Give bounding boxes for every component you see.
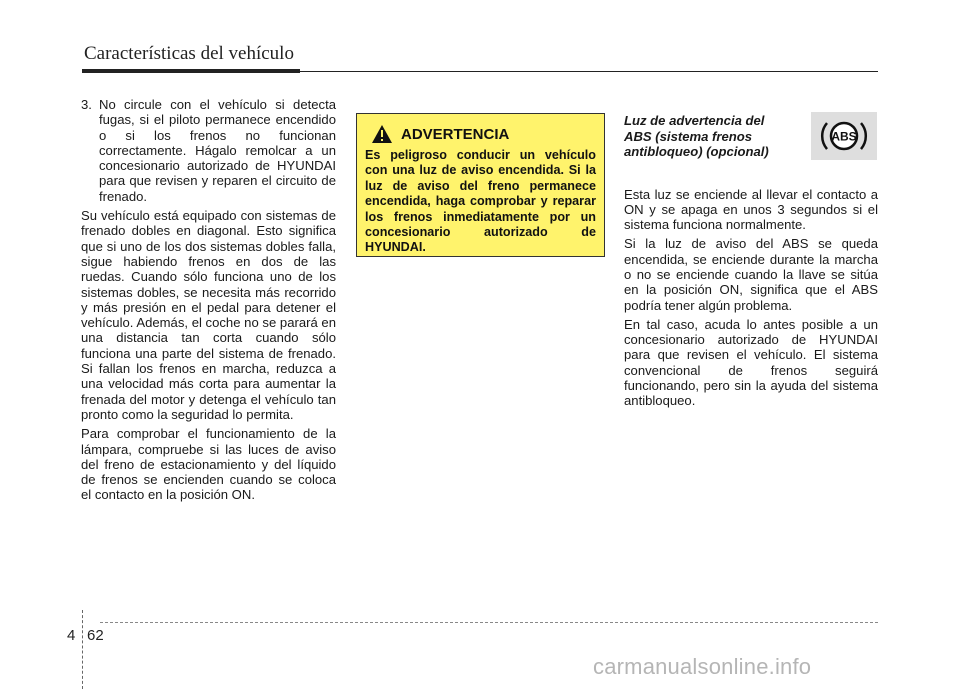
paragraph-abs-on: Esta luz se enciende al llevar el contacto a ON y se apaga en unos 3 segundos si el sistema funciona normalmente. (624, 186, 878, 233)
warning-title: ADVERTENCIA (401, 125, 510, 143)
header-rule (82, 71, 878, 72)
paragraph-abs-problem: Si la luz de aviso del ABS se queda encendida, se enciende durante la marcha o no se enciende cuando la llave se sitúa en la posición ON, significa que el ABS podría tener algún problema. (624, 236, 878, 313)
paragraph-dual-brake: Su vehículo está equipado con sistemas de frenado dobles en diagonal. Esto significa que si uno de los dos sistemas dobles falla, sigue habiendo frenos en dos de las ruedas. Cuando sólo funciona uno de los sistemas dobles, se necesita más recorrido y más presión en el pedal para detener el vehículo. Además, el coche no se parará en una distancia tan corta cuando sólo funciona una parte del sistema de frenado. Si fallan los frenos en marcha, reduzca a una velocidad más corta para aumentar la frenada del motor y detenga el vehículo tan pronto como la seguridad lo permita. (81, 208, 336, 422)
footer-horizontal-rule (100, 622, 878, 623)
page-section-number: 4 (67, 627, 76, 644)
footer-vertical-rule (82, 610, 84, 689)
warning-triangle-icon (371, 124, 393, 144)
watermark: carmanualsonline.info (593, 654, 812, 679)
section-heading-abs: Luz de advertencia del ABS (sistema frenos antibloqueo) (opcional) (624, 113, 769, 159)
paragraph-lamp-check: Para comprobar el funcionamiento de la lámpara, compruebe si las luces de aviso del freno de estacionamiento y del líquido de frenos se encienden cuando se coloca el contacto en la posición ON. (81, 426, 336, 503)
left-column (81, 97, 336, 507)
list-item (81, 97, 336, 204)
warning-box (356, 113, 605, 257)
warning-header (365, 124, 596, 144)
page-number: 62 (87, 627, 104, 644)
warning-body: Es peligroso conducir un vehículo con una luz de aviso encendida. Si la luz de aviso del freno permanece encendida, haga comprobar y reparar los frenos inmediatamente por un concesionario autorizado de HYUNDAI. (365, 148, 596, 255)
list-item-text: No circule con el vehículo si detecta fugas, si el piloto permanece encendido o si los frenos no funcionan correctamente. Hágalo remolcar a un concesionario autorizado de HYUNDAI para que revisen y reparen el circuito de frenado. (99, 97, 336, 204)
abs-icon-label: ABS (831, 129, 857, 144)
list-item-number: 3. (81, 97, 92, 112)
paragraph-abs-dealer: En tal caso, acuda lo antes posible a un concesionario autorizado de HYUNDAI para que revisen el vehículo. El sistema convencional de frenos seguirá funcionando, pero sin la ayuda del sistema antibloqueo. (624, 316, 878, 409)
right-column (624, 113, 878, 413)
page-header-title: Características del vehículo (84, 43, 294, 64)
